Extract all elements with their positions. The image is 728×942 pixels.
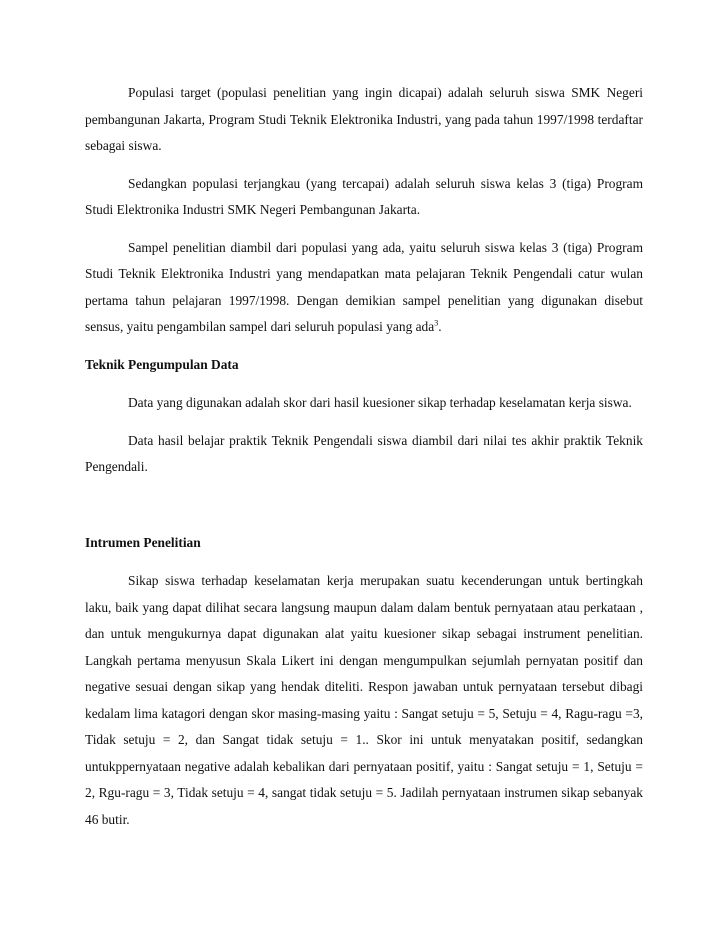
footnote-marker: 3 [434, 318, 439, 328]
paragraph-accessible-population: Sedangkan populasi terjangkau (yang tercapai) adalah seluruh siswa kelas 3 (tiga) Program Studi Elektronika Industri SMK Negeri Pembangunan Jakarta. [85, 175, 643, 217]
paragraph-sample-text: Sampel penelitian diambil dari populasi yang ada, yaitu seluruh siswa kelas 3 (tiga) Program Studi Teknik Elektronika Industri yang mendapatkan mata pelajaran Teknik Pengendali catur wulan pertama tahun pelajaran 1997/1998. Dengan demikian sampel penelitian yang digunakan disebut sensus, yaitu pengambilan sampel dari seluruh populasi yang ada [85, 239, 643, 334]
paragraph-target-population: Populasi target (populasi penelitian yang ingin dicapai) adalah seluruh siswa SMK Negeri pembangunan Jakarta, Program Studi Teknik Elektronika Industri, yang pada tahun 1997/1998 terdaftar sebagai siswa. [85, 85, 643, 153]
paragraph-data-source: Data yang digunakan adalah skor dari hasil kuesioner sikap terhadap keselamatan kerja siswa. [128, 395, 632, 410]
paragraph-instrument: Sikap siswa terhadap keselamatan kerja merupakan suatu kecenderungan untuk bertingkah laku, baik yang dapat dilihat secara langsung maupun dalam dalam bentuk pernyataan atau perkataan , dan untuk mengukurnya dapat digunakan alat yaitu kuesioner sikap sebagai instrument penelitian. Langkah pertama menyusun Skala Likert ini dengan mengumpulkan sejumlah pernyatan positif dan negative sesuai dengan sikap yang hendak diteliti. Respon jawaban untuk pernyataan tersebut dibagi kedalam lima katagori dengan skor masing-masing yaitu : Sangat setuju = 5, Setuju = 4, Ragu-ragu =3, Tidak setuju = 2, dan Sangat tidak setuju = 1.. Skor ini untuk menyatakan positif, sedangkan untukppernyataan negative adalah kebalikan dari pernyataan positif, yaitu : Sangat setuju = 1, Setuju = 2, Rgu-ragu = 3, Tidak setuju = 4, sangat tidak setuju = 5. Jadilah pernyataan instrumen sikap sebanyak 46 butir. [85, 573, 643, 827]
paragraph-sample [85, 235, 643, 341]
heading-research-instrument: Intrumen Penelitian [85, 534, 201, 550]
blank-space [85, 492, 643, 530]
paragraph-sample-end: . [438, 319, 442, 334]
paragraph-learning-results: Data hasil belajar praktik Teknik Pengendali siswa diambil dari nilai tes akhir praktik Teknik Pengendali. [85, 432, 643, 474]
document-page [85, 80, 643, 844]
heading-data-collection: Teknik Pengumpulan Data [85, 356, 239, 372]
